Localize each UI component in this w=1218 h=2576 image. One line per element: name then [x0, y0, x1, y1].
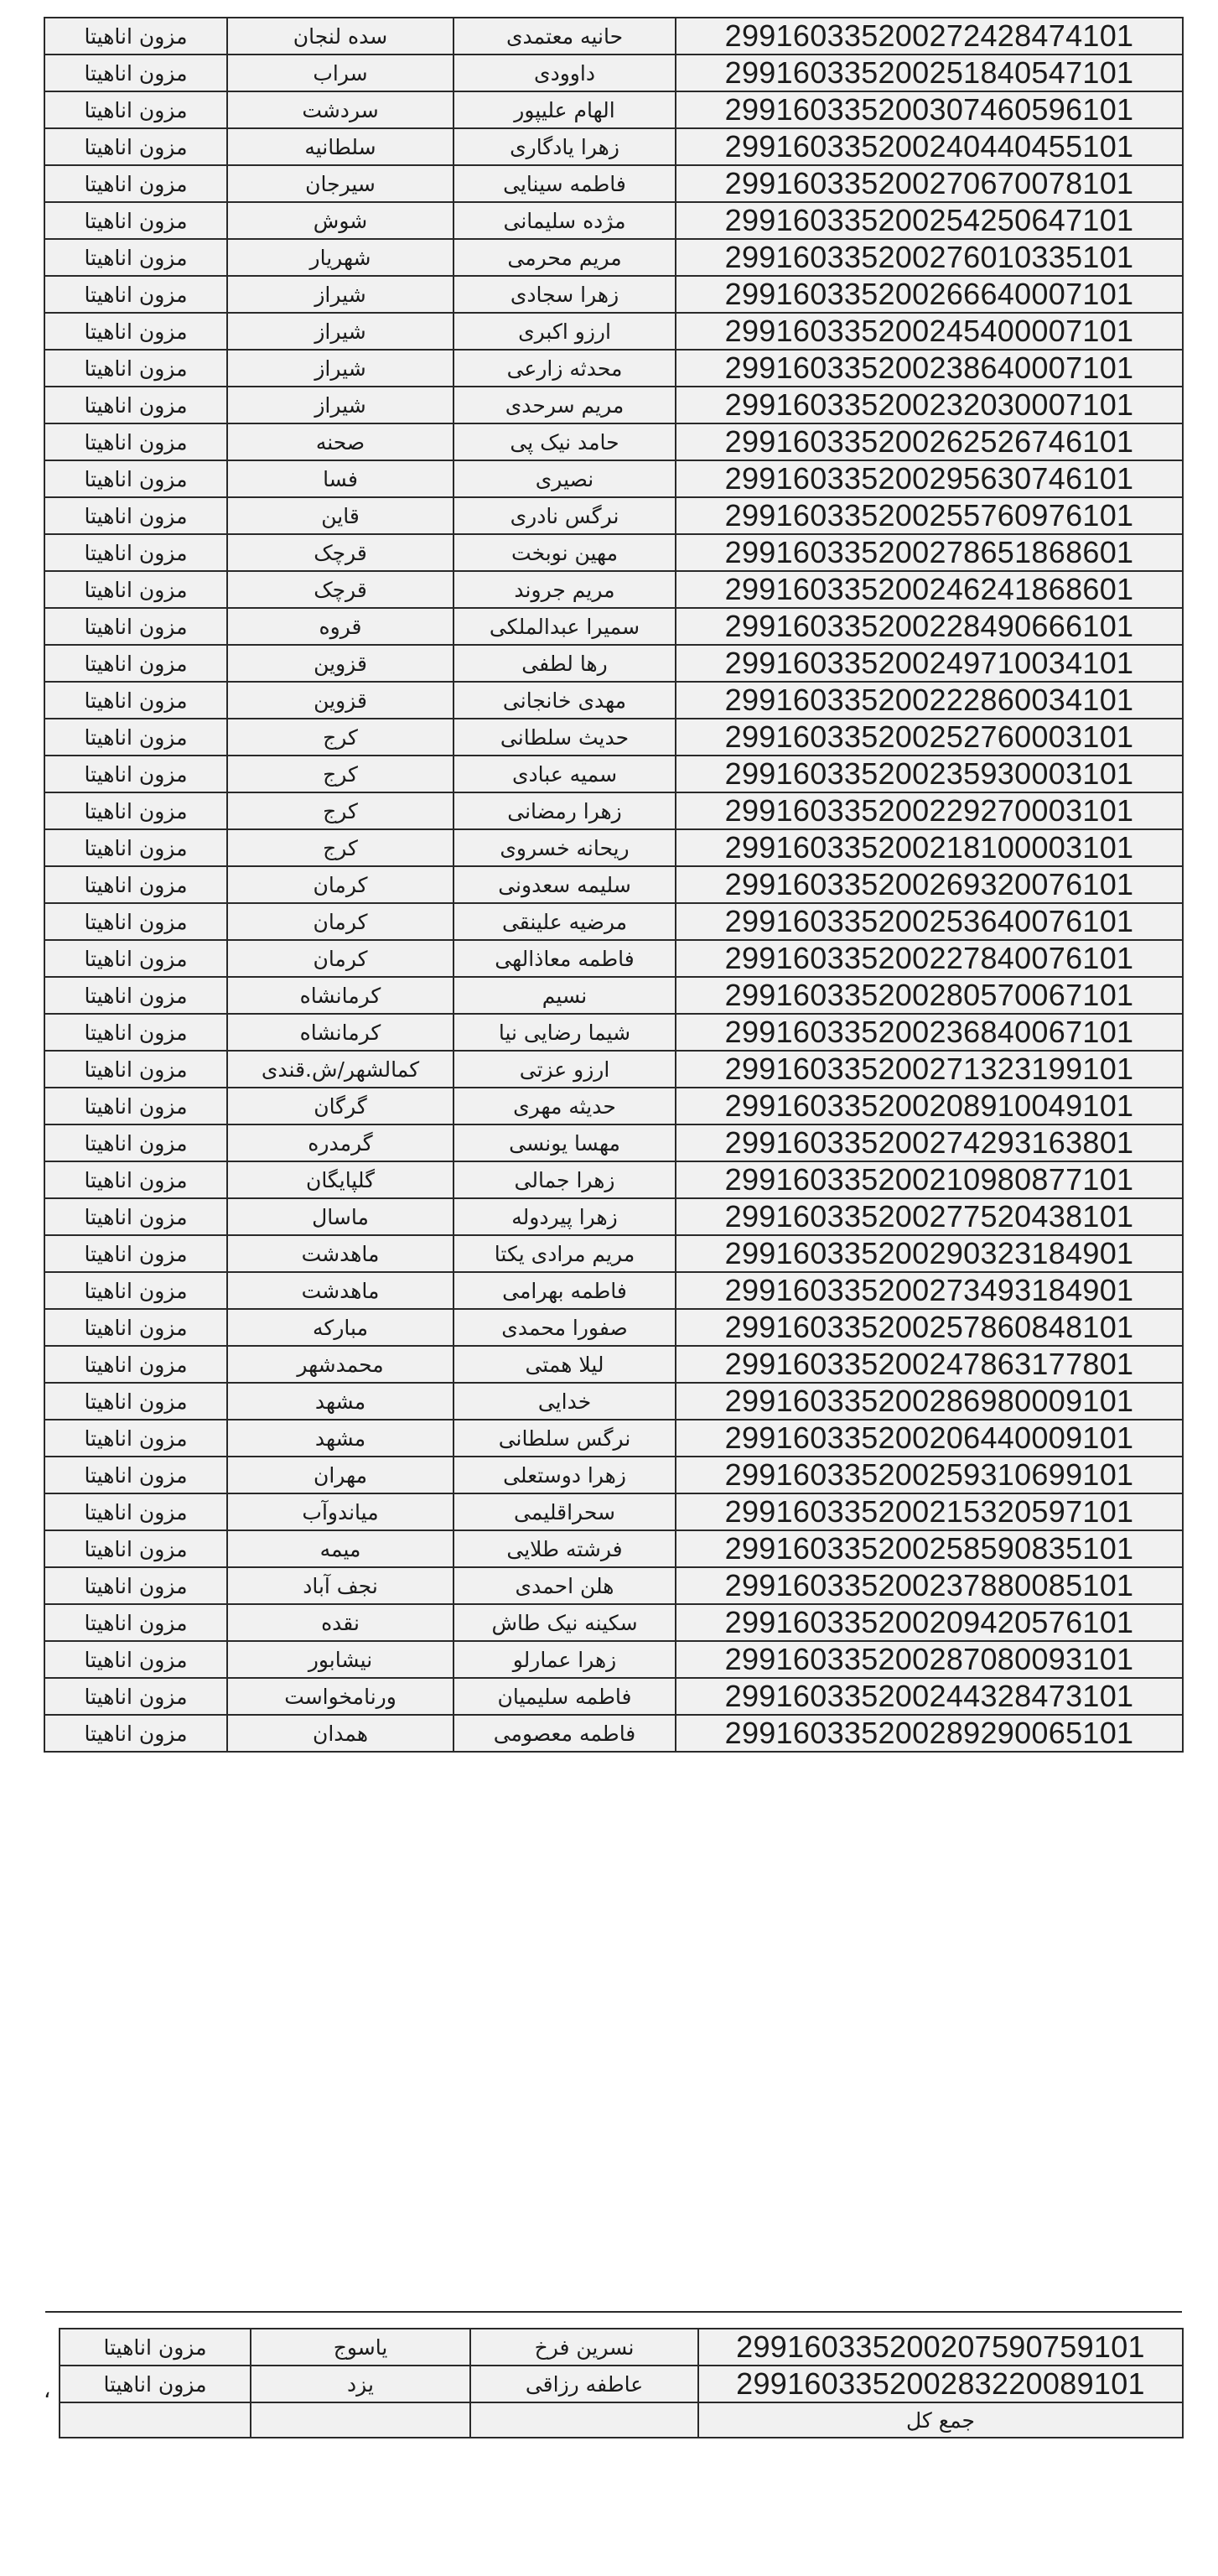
name-cell: زهرا پیردوله	[454, 1198, 676, 1235]
name-cell: نسیم	[454, 977, 676, 1014]
table-row	[44, 202, 1183, 239]
table-row	[44, 1309, 1183, 1346]
city-cell: سلطانیه	[227, 128, 454, 165]
table-row	[44, 460, 1183, 497]
clinic-cell: مزون اناهیتا	[44, 1161, 227, 1198]
clinic-cell: مزون اناهیتا	[44, 202, 227, 239]
clinic-cell: مزون اناهیتا	[44, 1420, 227, 1457]
table-row	[44, 534, 1183, 571]
id-cell: 299160335200283220089101	[698, 2366, 1183, 2402]
id-cell: 299160335200255760976101	[676, 497, 1183, 534]
table-row	[44, 1051, 1183, 1088]
city-cell: مشهد	[227, 1383, 454, 1420]
id-cell: 299160335200269320076101	[676, 866, 1183, 903]
total-label: جمع کل	[698, 2402, 1183, 2438]
name-cell: نسرین فرخ	[470, 2329, 698, 2366]
id-cell: 299160335200278651868601	[676, 534, 1183, 571]
clinic-cell: مزون اناهیتا	[44, 1715, 227, 1752]
name-cell: ارزو عزتی	[454, 1051, 676, 1088]
clinic-cell: مزون اناهیتا	[44, 55, 227, 91]
id-cell: 299160335200257860848101	[676, 1309, 1183, 1346]
city-cell: مهران	[227, 1457, 454, 1493]
clinic-cell: مزون اناهیتا	[44, 18, 227, 55]
table-row	[44, 1678, 1183, 1715]
id-cell: 299160335200289290065101	[676, 1715, 1183, 1752]
name-cell: مریم مرادی یکتا	[454, 1235, 676, 1272]
city-cell: یاسوج	[251, 2329, 470, 2366]
name-cell: ارزو اکبری	[454, 313, 676, 350]
totals-table-body	[60, 2329, 1183, 2438]
city-cell: سراب	[227, 55, 454, 91]
city-cell: کرج	[227, 829, 454, 866]
id-cell: 299160335200247863177801	[676, 1346, 1183, 1383]
table-row	[44, 1567, 1183, 1604]
name-cell: زهرا دوستعلی	[454, 1457, 676, 1493]
id-cell: 299160335200276010335101	[676, 239, 1183, 276]
name-cell: حدیثه مهری	[454, 1088, 676, 1124]
clinic-cell: مزون اناهیتا	[60, 2329, 251, 2366]
clinic-cell: مزون اناهیتا	[44, 497, 227, 534]
id-cell: 299160335200244328473101	[676, 1678, 1183, 1715]
id-cell: 299160335200253640076101	[676, 903, 1183, 940]
city-cell: قزوین	[227, 682, 454, 719]
id-cell: 299160335200254250647101	[676, 202, 1183, 239]
name-cell: مهین نوبخت	[454, 534, 676, 571]
table-row	[60, 2366, 1183, 2402]
clinic-cell: مزون اناهیتا	[44, 1088, 227, 1124]
city-cell: سیرجان	[227, 165, 454, 202]
table-row	[44, 1161, 1183, 1198]
table-row	[44, 423, 1183, 460]
clinic-cell: مزون اناهیتا	[44, 682, 227, 719]
table-row	[44, 829, 1183, 866]
table-row	[44, 55, 1183, 91]
name-cell: لیلا همتی	[454, 1346, 676, 1383]
city-cell: ماهدشت	[227, 1235, 454, 1272]
clinic-cell: مزون اناهیتا	[44, 977, 227, 1014]
clinic-cell: مزون اناهیتا	[44, 1014, 227, 1051]
clinic-cell: مزون اناهیتا	[44, 608, 227, 645]
table-row	[44, 903, 1183, 940]
city-cell: نیشابور	[227, 1641, 454, 1678]
name-cell: زهرا یادگاری	[454, 128, 676, 165]
clinic-cell: مزون اناهیتا	[44, 1235, 227, 1272]
clinic-cell: مزون اناهیتا	[44, 276, 227, 313]
name-cell: حانیه معتمدی	[454, 18, 676, 55]
name-cell: نرگس سلطانی	[454, 1420, 676, 1457]
clinic-cell: مزون اناهیتا	[44, 940, 227, 977]
city-cell: کرمانشاه	[227, 977, 454, 1014]
city-cell: ورنامخواست	[227, 1678, 454, 1715]
id-cell: 299160335200259310699101	[676, 1457, 1183, 1493]
table-row	[44, 387, 1183, 423]
clinic-cell: مزون اناهیتا	[44, 1051, 227, 1088]
id-cell: 299160335200262526746101	[676, 423, 1183, 460]
id-cell: 299160335200307460596101	[676, 91, 1183, 128]
name-cell: فرشته طلایی	[454, 1530, 676, 1567]
table-row	[44, 1383, 1183, 1420]
city-cell: شیراز	[227, 350, 454, 387]
table-row	[44, 1235, 1183, 1272]
clinic-cell: مزون اناهیتا	[44, 313, 227, 350]
city-cell: مشهد	[227, 1420, 454, 1457]
clinic-cell: مزون اناهیتا	[44, 756, 227, 792]
city-cell: کرمان	[227, 903, 454, 940]
table-row	[44, 91, 1183, 128]
clinic-cell: مزون اناهیتا	[44, 350, 227, 387]
city-cell: قاین	[227, 497, 454, 534]
clinic-cell: مزون اناهیتا	[44, 571, 227, 608]
id-cell: 299160335200209420576101	[676, 1604, 1183, 1641]
city-cell: میمه	[227, 1530, 454, 1567]
clinic-cell: مزون اناهیتا	[44, 1641, 227, 1678]
clinic-cell: مزون اناهیتا	[44, 903, 227, 940]
table-row	[44, 1124, 1183, 1161]
table-row	[44, 313, 1183, 350]
name-cell: الهام علیپور	[454, 91, 676, 128]
name-cell: نصیری	[454, 460, 676, 497]
name-cell: مریم سرحدی	[454, 387, 676, 423]
table-row	[44, 239, 1183, 276]
clinic-cell: مزون اناهیتا	[44, 1604, 227, 1641]
id-cell: 299160335200208910049101	[676, 1088, 1183, 1124]
city-cell: شوش	[227, 202, 454, 239]
table-row	[44, 128, 1183, 165]
id-cell: 299160335200252760003101	[676, 719, 1183, 756]
clinic-cell: مزون اناهیتا	[44, 423, 227, 460]
name-cell: مهدی خانجانی	[454, 682, 676, 719]
clinic-cell: مزون اناهیتا	[44, 645, 227, 682]
table-row	[44, 165, 1183, 202]
name-cell: فاطمه معصومی	[454, 1715, 676, 1752]
city-cell: کرج	[227, 756, 454, 792]
name-cell: سلیمه سعدونی	[454, 866, 676, 903]
name-cell: شیما رضایی نیا	[454, 1014, 676, 1051]
id-cell: 299160335200277520438101	[676, 1198, 1183, 1235]
name-cell: فاطمه سینایی	[454, 165, 676, 202]
city-cell: همدان	[227, 1715, 454, 1752]
id-cell: 299160335200266640007101	[676, 276, 1183, 313]
total-row	[60, 2402, 1183, 2438]
table-row	[44, 1493, 1183, 1530]
table-row	[44, 645, 1183, 682]
id-cell: 299160335200270670078101	[676, 165, 1183, 202]
name-cell: حامد نیک پی	[454, 423, 676, 460]
city-cell: گرمدره	[227, 1124, 454, 1161]
clinic-cell: مزون اناهیتا	[44, 1383, 227, 1420]
name-cell: خدایی	[454, 1383, 676, 1420]
city-cell: سده لنجان	[227, 18, 454, 55]
city-cell: قزوین	[227, 645, 454, 682]
table-row	[44, 1530, 1183, 1567]
id-cell: 299160335200237880085101	[676, 1567, 1183, 1604]
name-cell: داوودی	[454, 55, 676, 91]
id-cell: 299160335200273493184901	[676, 1272, 1183, 1309]
name-cell: سکینه نیک طاش	[454, 1604, 676, 1641]
id-cell: 299160335200222860034101	[676, 682, 1183, 719]
clinic-cell: مزون اناهیتا	[44, 1530, 227, 1567]
clinic-cell: مزون اناهیتا	[44, 91, 227, 128]
city-cell: شهریار	[227, 239, 454, 276]
section-divider	[45, 2311, 1182, 2313]
id-cell: 299160335200227840076101	[676, 940, 1183, 977]
table-row	[44, 977, 1183, 1014]
city-cell: محمدشهر	[227, 1346, 454, 1383]
id-cell: 299160335200272428474101	[676, 18, 1183, 55]
id-cell: 299160335200215320597101	[676, 1493, 1183, 1530]
city-cell: ماسال	[227, 1198, 454, 1235]
name-cell: زهرا رمضانی	[454, 792, 676, 829]
clinic-cell: مزون اناهیتا	[44, 1346, 227, 1383]
name-cell: نرگس نادری	[454, 497, 676, 534]
table-row	[44, 1604, 1183, 1641]
table-row	[44, 1715, 1183, 1752]
name-cell: زهرا سجادی	[454, 276, 676, 313]
clinic-cell: مزون اناهیتا	[44, 1678, 227, 1715]
clinic-cell: مزون اناهیتا	[44, 1124, 227, 1161]
recipients-table-body	[44, 18, 1183, 1752]
table-row	[44, 276, 1183, 313]
id-cell: 299160335200229270003101	[676, 792, 1183, 829]
name-cell: مرضیه علینقی	[454, 903, 676, 940]
city-cell: نقده	[227, 1604, 454, 1641]
city-cell: شیراز	[227, 387, 454, 423]
table-row	[44, 1346, 1183, 1383]
id-cell: 299160335200280570067101	[676, 977, 1183, 1014]
id-cell: 299160335200245400007101	[676, 313, 1183, 350]
table-row	[44, 1641, 1183, 1678]
id-cell: 299160335200238640007101	[676, 350, 1183, 387]
city-cell: شیراز	[227, 276, 454, 313]
city-cell: قروه	[227, 608, 454, 645]
city-cell: گلپایگان	[227, 1161, 454, 1198]
id-cell: 299160335200228490666101	[676, 608, 1183, 645]
clinic-cell: مزون اناهیتا	[44, 829, 227, 866]
clinic-cell: مزون اناهیتا	[44, 1567, 227, 1604]
id-cell: 299160335200251840547101	[676, 55, 1183, 91]
name-cell: مژده سلیمانی	[454, 202, 676, 239]
name-cell: سحراقلیمی	[454, 1493, 676, 1530]
clinic-cell: مزون اناهیتا	[44, 128, 227, 165]
clinic-cell: مزون اناهیتا	[44, 719, 227, 756]
table-row	[60, 2329, 1183, 2366]
name-cell: محدثه زارعی	[454, 350, 676, 387]
city-cell: کرج	[227, 719, 454, 756]
city-cell: کرمان	[227, 866, 454, 903]
empty-cell	[470, 2402, 698, 2438]
margin-mark: ،	[44, 2378, 51, 2403]
id-cell: 299160335200206440009101	[676, 1420, 1183, 1457]
city-cell: صحنه	[227, 423, 454, 460]
city-cell: گرگان	[227, 1088, 454, 1124]
id-cell: 299160335200236840067101	[676, 1014, 1183, 1051]
table-row	[44, 1272, 1183, 1309]
table-row	[44, 682, 1183, 719]
table-row	[44, 1198, 1183, 1235]
id-cell: 299160335200287080093101	[676, 1641, 1183, 1678]
name-cell: عاطفه رزاقی	[470, 2366, 698, 2402]
table-row	[44, 571, 1183, 608]
table-row	[44, 792, 1183, 829]
city-cell: شیراز	[227, 313, 454, 350]
city-cell: فسا	[227, 460, 454, 497]
city-cell: میاندوآب	[227, 1493, 454, 1530]
table-row	[44, 756, 1183, 792]
id-cell: 299160335200271323199101	[676, 1051, 1183, 1088]
name-cell: مریم محرمی	[454, 239, 676, 276]
id-cell: 299160335200235930003101	[676, 756, 1183, 792]
name-cell: زهرا عمارلو	[454, 1641, 676, 1678]
city-cell: سردشت	[227, 91, 454, 128]
id-cell: 299160335200286980009101	[676, 1383, 1183, 1420]
city-cell: کرمانشاه	[227, 1014, 454, 1051]
name-cell: سمیرا عبدالملکی	[454, 608, 676, 645]
clinic-cell: مزون اناهیتا	[44, 1457, 227, 1493]
name-cell: فاطمه بهرامی	[454, 1272, 676, 1309]
name-cell: مهسا یونسی	[454, 1124, 676, 1161]
table-row	[44, 350, 1183, 387]
table-row	[44, 18, 1183, 55]
table-row	[44, 1088, 1183, 1124]
recipients-table	[44, 17, 1184, 1753]
clinic-cell: مزون اناهیتا	[44, 1198, 227, 1235]
name-cell: زهرا جمالی	[454, 1161, 676, 1198]
city-cell: قرچک	[227, 534, 454, 571]
clinic-cell: مزون اناهیتا	[44, 165, 227, 202]
city-cell: مبارکه	[227, 1309, 454, 1346]
empty-cell	[60, 2402, 251, 2438]
name-cell: حدیث سلطانی	[454, 719, 676, 756]
city-cell: ماهدشت	[227, 1272, 454, 1309]
id-cell: 299160335200295630746101	[676, 460, 1183, 497]
name-cell: سمیه عبادی	[454, 756, 676, 792]
id-cell: 299160335200274293163801	[676, 1124, 1183, 1161]
id-cell: 299160335200232030007101	[676, 387, 1183, 423]
name-cell: ریحانه خسروی	[454, 829, 676, 866]
city-cell: کرمان	[227, 940, 454, 977]
name-cell: مریم جروند	[454, 571, 676, 608]
clinic-cell: مزون اناهیتا	[44, 239, 227, 276]
table-row	[44, 1014, 1183, 1051]
name-cell: فاطمه معاذالهی	[454, 940, 676, 977]
id-cell: 299160335200218100003101	[676, 829, 1183, 866]
empty-cell	[251, 2402, 470, 2438]
id-cell: 299160335200246241868601	[676, 571, 1183, 608]
id-cell: 299160335200240440455101	[676, 128, 1183, 165]
city-cell: نجف آباد	[227, 1567, 454, 1604]
clinic-cell: مزون اناهیتا	[60, 2366, 251, 2402]
id-cell: 299160335200290323184901	[676, 1235, 1183, 1272]
name-cell: رها لطفی	[454, 645, 676, 682]
id-cell: 299160335200207590759101	[698, 2329, 1183, 2366]
table-row	[44, 866, 1183, 903]
totals-table	[59, 2328, 1184, 2438]
clinic-cell: مزون اناهیتا	[44, 1309, 227, 1346]
table-row	[44, 608, 1183, 645]
table-row	[44, 1457, 1183, 1493]
id-cell: 299160335200249710034101	[676, 645, 1183, 682]
id-cell: 299160335200210980877101	[676, 1161, 1183, 1198]
clinic-cell: مزون اناهیتا	[44, 534, 227, 571]
city-cell: کمالشهر/ش.قندی	[227, 1051, 454, 1088]
city-cell: قرچک	[227, 571, 454, 608]
clinic-cell: مزون اناهیتا	[44, 1493, 227, 1530]
name-cell: صفورا محمدی	[454, 1309, 676, 1346]
clinic-cell: مزون اناهیتا	[44, 387, 227, 423]
clinic-cell: مزون اناهیتا	[44, 866, 227, 903]
name-cell: فاطمه سلیمیان	[454, 1678, 676, 1715]
table-row	[44, 940, 1183, 977]
id-cell: 299160335200258590835101	[676, 1530, 1183, 1567]
name-cell: هلن احمدی	[454, 1567, 676, 1604]
clinic-cell: مزون اناهیتا	[44, 792, 227, 829]
city-cell: کرج	[227, 792, 454, 829]
clinic-cell: مزون اناهیتا	[44, 460, 227, 497]
clinic-cell: مزون اناهیتا	[44, 1272, 227, 1309]
table-row	[44, 1420, 1183, 1457]
table-row	[44, 497, 1183, 534]
table-row	[44, 719, 1183, 756]
city-cell: یزد	[251, 2366, 470, 2402]
